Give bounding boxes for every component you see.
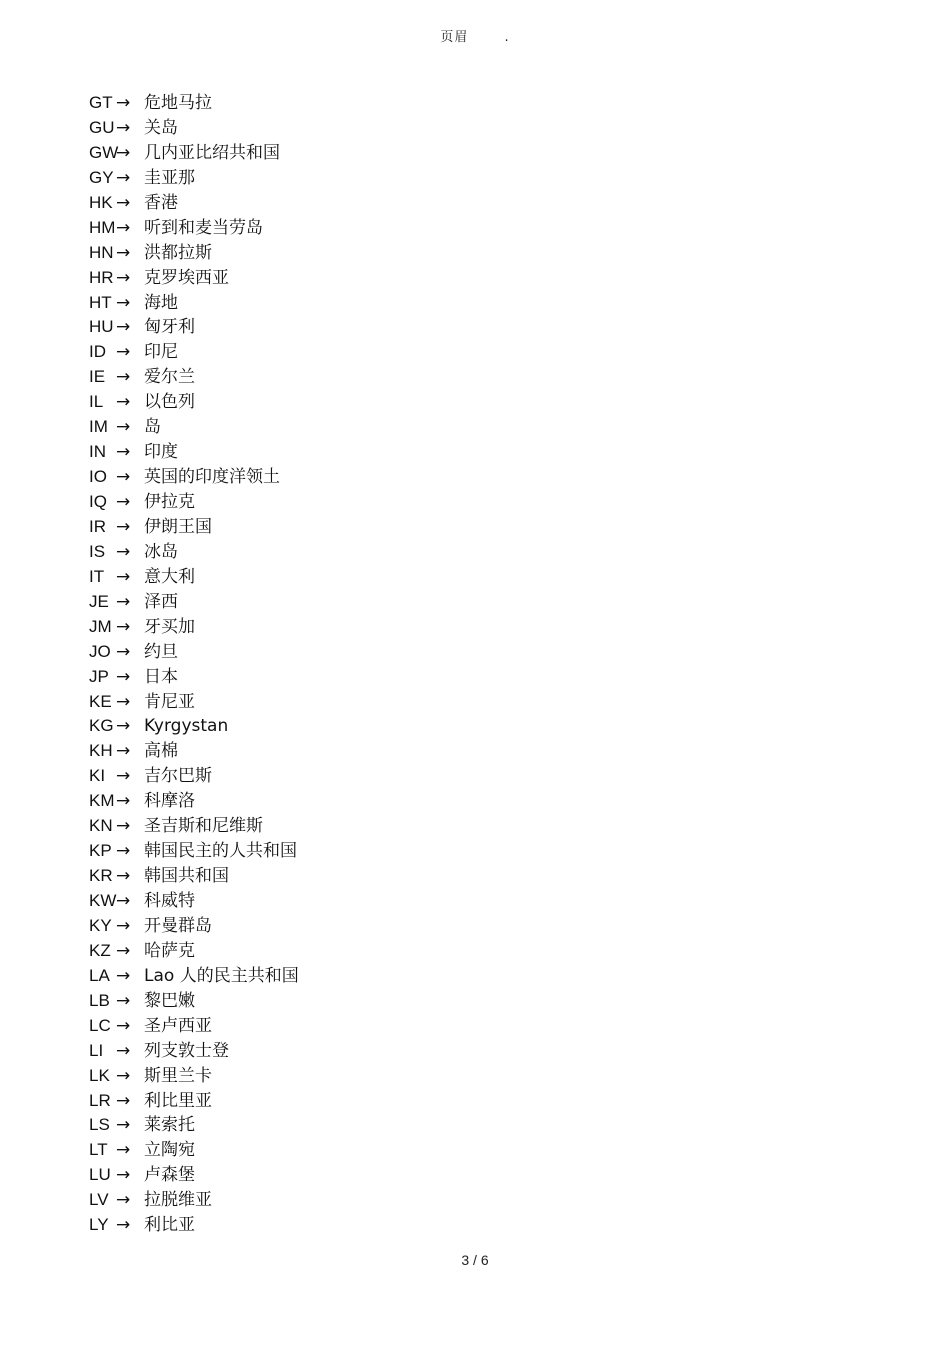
list-item: [89, 615, 299, 640]
list-item: [89, 1213, 299, 1238]
list-item: [89, 964, 299, 989]
list-item: [89, 565, 299, 590]
country-name: 印度: [144, 442, 178, 463]
arrow-icon: →: [116, 93, 131, 113]
arrow-icon: →: [116, 167, 131, 188]
list-item: [89, 1039, 299, 1064]
list-item: [89, 1138, 299, 1163]
arrow-icon: →: [116, 915, 131, 936]
country-code: LS: [89, 1115, 110, 1135]
country-code: IQ: [89, 492, 107, 511]
arrow-icon: →: [116, 267, 131, 288]
country-code: LR: [89, 1090, 111, 1110]
list-item: [89, 690, 299, 715]
country-code: IO: [89, 467, 107, 487]
country-name: 海地: [144, 292, 178, 313]
country-code: LY: [89, 1215, 109, 1235]
arrow-icon: →: [116, 741, 131, 762]
country-code: LV: [89, 1190, 109, 1210]
country-code: IR: [89, 516, 106, 536]
arrow-icon: →: [116, 317, 131, 338]
list-item: [89, 241, 299, 266]
list-item: [89, 440, 299, 465]
country-name: 伊拉克: [144, 492, 195, 512]
country-name: 泽西: [144, 591, 178, 612]
country-code: HT: [89, 292, 112, 312]
country-code: HU: [89, 317, 114, 337]
list-item: [89, 1014, 299, 1039]
list-item: [89, 216, 299, 241]
country-code: KR: [89, 866, 113, 886]
country-name: 日本: [144, 666, 178, 687]
arrow-icon: →: [116, 591, 131, 612]
list-item: [89, 291, 299, 316]
list-item: [89, 266, 299, 291]
country-name: 牙买加: [144, 616, 195, 637]
country-name: 危地马拉: [144, 93, 212, 113]
country-code: KP: [89, 841, 112, 861]
list-item: [89, 1089, 299, 1114]
country-name: Kyrgystan: [144, 716, 229, 737]
country-code: KW: [89, 891, 117, 910]
country-code: HK: [89, 192, 113, 212]
country-name: 斯里兰卡: [144, 1065, 212, 1086]
arrow-icon: →: [116, 117, 131, 138]
arrow-icon: →: [116, 791, 131, 812]
country-name: 开曼群岛: [144, 915, 212, 936]
list-item: [89, 540, 299, 565]
country-code: IE: [89, 367, 106, 387]
arrow-icon: →: [116, 566, 131, 587]
arrow-icon: →: [116, 342, 131, 363]
country-name: 圣吉斯和尼维斯: [144, 816, 263, 837]
country-name: Lao 人的民主共和国: [144, 965, 299, 986]
country-code: GU: [89, 117, 115, 137]
country-name: 莱索托: [144, 1115, 195, 1136]
list-item: [89, 1113, 299, 1138]
country-code: LB: [89, 990, 110, 1010]
arrow-icon: →: [116, 467, 131, 488]
country-code: IT: [89, 566, 105, 586]
list-item: [89, 390, 299, 415]
list-item: [89, 864, 299, 889]
list-item: [89, 989, 299, 1014]
country-code: IM: [89, 417, 108, 437]
list-item: [89, 939, 299, 964]
country-name: 立陶宛: [144, 1140, 195, 1161]
country-name: 克罗埃西亚: [144, 267, 229, 288]
country-name: 拉脱维亚: [144, 1190, 212, 1211]
arrow-icon: →: [116, 1065, 131, 1086]
country-name: 爱尔兰: [144, 367, 195, 388]
country-name: 吉尔巴斯: [144, 766, 212, 787]
list-item: [89, 1163, 299, 1188]
arrow-icon: →: [116, 1115, 131, 1136]
country-name: 韩国共和国: [144, 866, 229, 887]
country-name: 听到和麦当劳岛: [144, 217, 263, 238]
country-code: KY: [89, 915, 112, 935]
country-name: 哈萨克: [144, 940, 195, 961]
list-item: [89, 116, 299, 141]
country-code: LA: [89, 965, 110, 985]
list-item: [89, 714, 299, 739]
country-code: JP: [89, 666, 109, 686]
arrow-icon: →: [116, 417, 131, 438]
arrow-icon: →: [116, 192, 131, 213]
country-code: KZ: [89, 940, 111, 960]
country-name: 英国的印度洋领土: [144, 467, 280, 488]
country-code: KM: [89, 791, 115, 811]
country-code: HN: [89, 242, 114, 262]
arrow-icon: →: [116, 442, 131, 463]
list-item: [89, 839, 299, 864]
list-item: [89, 340, 299, 365]
country-name: 列支敦士登: [144, 1040, 229, 1061]
list-item: [89, 415, 299, 440]
arrow-icon: →: [116, 1090, 131, 1111]
list-item: [89, 515, 299, 540]
country-name: 香港: [144, 192, 178, 213]
page-header: [0, 26, 950, 45]
arrow-icon: →: [116, 242, 131, 263]
country-name: 冰岛: [144, 541, 178, 562]
country-name: 利比里亚: [144, 1090, 212, 1111]
arrow-icon: →: [116, 1040, 131, 1061]
arrow-icon: →: [116, 641, 131, 662]
country-code: GT: [89, 93, 113, 112]
arrow-icon: →: [116, 1215, 131, 1236]
country-name: 高棉: [144, 741, 178, 762]
arrow-icon: →: [116, 1165, 131, 1186]
country-name: 匈牙利: [144, 317, 195, 338]
country-code: ID: [89, 342, 106, 362]
country-code: GY: [89, 167, 114, 187]
arrow-icon: →: [116, 965, 131, 986]
arrow-icon: →: [116, 691, 131, 712]
country-code: LU: [89, 1165, 111, 1185]
arrow-icon: →: [116, 1140, 131, 1161]
country-name: 科威特: [144, 891, 195, 911]
list-item: [89, 640, 299, 665]
list-item: [89, 315, 299, 340]
list-item: [89, 191, 299, 216]
arrow-icon: →: [116, 716, 131, 737]
arrow-icon: →: [116, 292, 131, 313]
arrow-icon: →: [116, 1015, 131, 1036]
country-name: 黎巴嫩: [144, 990, 195, 1011]
list-item: [89, 590, 299, 615]
list-item: [89, 166, 299, 191]
country-code: LI: [89, 1040, 104, 1060]
arrow-icon: →: [116, 492, 131, 512]
country-code: KN: [89, 816, 113, 836]
country-name: 以色列: [144, 392, 195, 413]
country-name: 韩国民主的人共和国: [144, 841, 297, 862]
country-name: 科摩洛: [144, 791, 195, 812]
arrow-icon: →: [116, 516, 131, 537]
country-name: 伊朗王国: [144, 516, 212, 537]
arrow-icon: →: [116, 766, 131, 787]
list-item: [89, 814, 299, 839]
country-code: JE: [89, 591, 109, 611]
arrow-icon: →: [116, 940, 131, 961]
country-code: KI: [89, 766, 106, 786]
arrow-icon: →: [116, 891, 131, 911]
list-item: [89, 141, 299, 166]
list-item: [89, 764, 299, 789]
country-name: 几内亚比绍共和国: [144, 142, 280, 163]
country-code: IL: [89, 392, 104, 412]
country-name: 岛: [144, 417, 161, 438]
list-item: [89, 1188, 299, 1213]
arrow-icon: →: [116, 367, 131, 388]
arrow-icon: →: [116, 816, 131, 837]
country-name: 约旦: [144, 641, 178, 662]
arrow-icon: →: [116, 990, 131, 1011]
country-name: 印尼: [144, 342, 178, 363]
list-item: [89, 91, 299, 116]
country-name: 关岛: [144, 117, 178, 138]
country-name: 利比亚: [144, 1215, 195, 1236]
list-item: [89, 490, 299, 515]
country-code: IS: [89, 541, 106, 561]
country-code-list: [89, 91, 299, 1238]
country-name: 洪都拉斯: [144, 242, 212, 263]
list-item: [89, 914, 299, 939]
list-item: [89, 365, 299, 390]
country-name: 圭亚那: [144, 167, 195, 188]
country-code: HM: [89, 217, 116, 237]
country-name: 圣卢西亚: [144, 1015, 212, 1036]
country-code: KE: [89, 691, 112, 711]
country-code: KG: [89, 716, 114, 736]
country-code: GW: [89, 142, 119, 162]
country-code: JO: [89, 641, 111, 661]
country-name: 卢森堡: [144, 1165, 195, 1186]
header-text: 页眉: [440, 30, 469, 45]
arrow-icon: →: [116, 866, 131, 887]
header-mark: .: [504, 30, 510, 45]
arrow-icon: →: [116, 142, 131, 163]
country-code: LK: [89, 1065, 110, 1085]
list-item: [89, 465, 299, 490]
list-item: [89, 665, 299, 690]
country-code: HR: [89, 267, 114, 287]
list-item: [89, 1064, 299, 1089]
arrow-icon: →: [116, 217, 131, 238]
arrow-icon: →: [116, 392, 131, 413]
country-code: JM: [89, 616, 112, 636]
country-name: 意大利: [144, 566, 195, 587]
list-item: [89, 889, 299, 914]
list-item: [89, 739, 299, 764]
arrow-icon: →: [116, 841, 131, 862]
arrow-icon: →: [116, 666, 131, 687]
list-item: [89, 789, 299, 814]
arrow-icon: →: [116, 541, 131, 562]
country-code: LC: [89, 1015, 111, 1035]
page-number: 3 / 6: [461, 1252, 489, 1268]
arrow-icon: →: [116, 616, 131, 637]
country-code: IN: [89, 442, 106, 462]
country-name: 肯尼亚: [144, 691, 195, 712]
country-code: KH: [89, 741, 113, 761]
country-code: LT: [89, 1140, 108, 1160]
arrow-icon: →: [116, 1190, 131, 1211]
